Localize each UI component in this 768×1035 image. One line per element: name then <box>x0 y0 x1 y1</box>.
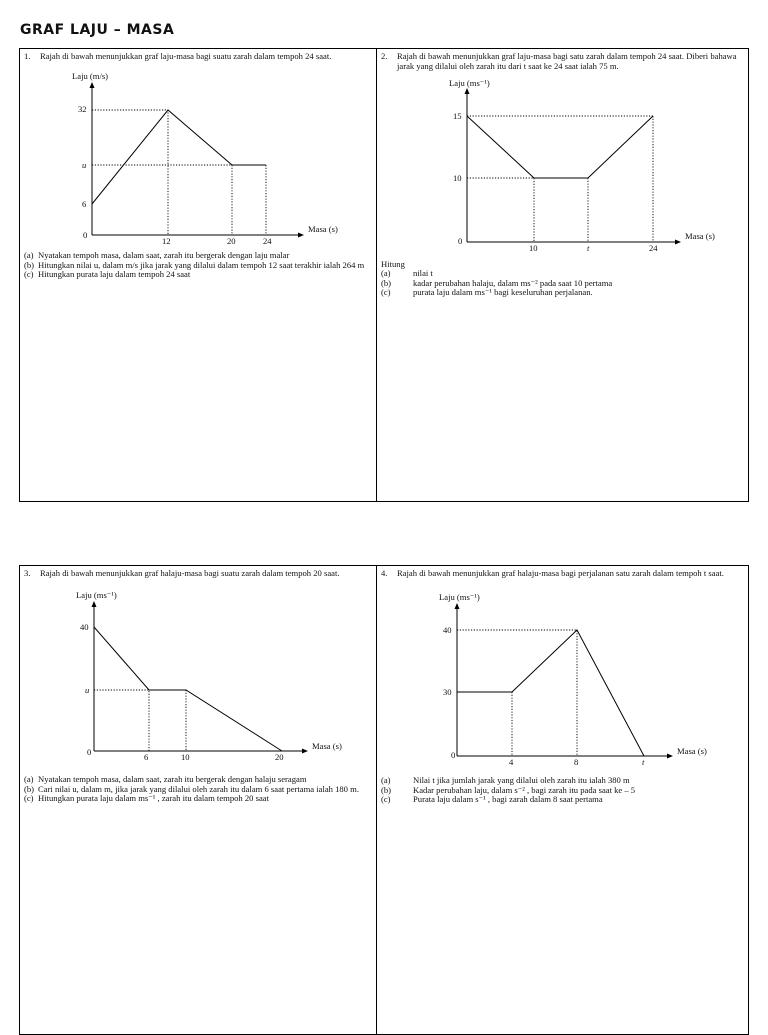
q4-y-tick-40: 40 <box>443 625 452 635</box>
q2-y-axis-label: Laju (ms⁻¹) <box>449 78 490 88</box>
question-4-cell <box>376 565 749 1035</box>
q2-part-b: (b) kadar perubahan halaju, dalam ms⁻² pada saat 10 pertama <box>381 277 613 288</box>
q4-x-axis-label: Masa (s) <box>677 746 707 756</box>
question-4-statement: Rajah di bawah menunjukkan graf halaju-masa bagi perjalanan satu zarah dalam tempoh t saat. <box>397 568 724 578</box>
question-1-graph <box>20 49 378 259</box>
q4-y-tick-0: 0 <box>451 750 456 760</box>
question-3-cell <box>19 565 377 1035</box>
q3-y-axis-arrow <box>92 601 97 607</box>
q3-x-axis-label: Masa (s) <box>312 741 342 751</box>
question-2-number: 2. <box>381 51 388 61</box>
question-1-number: 1. <box>24 51 31 61</box>
q1-part-a: (a) Nyatakan tempoh masa, dalam saat, zarah itu bergerak dengan laju malar <box>24 250 290 260</box>
q4-part-b: (b) Kadar perubahan laju, dalam s⁻² , bagi zarah itu pada saat ke – 5 <box>381 784 636 795</box>
q2-x-tick-t: t <box>587 243 590 253</box>
q2-y-tick-10: 10 <box>453 173 462 183</box>
q2-part-c: (c) purata laju dalam ms⁻¹ bagi keseluruhan perjalanan. <box>381 287 593 297</box>
q4-x-tick-8: 8 <box>574 757 579 767</box>
q1-y-axis-label: Laju (m/s) <box>72 71 109 81</box>
q2-x-tick-24: 24 <box>649 243 658 253</box>
q2-x-axis-label: Masa (s) <box>685 231 715 241</box>
q3-part-a: (a) Nyatakan tempoh masa, dalam saat, zarah itu bergerak dengan halaju seragam <box>24 774 307 784</box>
q1-x-tick-20: 20 <box>227 236 236 246</box>
q4-x-axis-arrow <box>667 754 673 759</box>
q2-part-a: (a) nilai t <box>381 268 433 278</box>
q1-x-tick-12: 12 <box>162 236 171 246</box>
q4-x-tick-t: t <box>642 757 645 767</box>
q3-x-axis-arrow <box>302 749 308 754</box>
q2-guide-10 <box>467 178 534 242</box>
q2-y-tick-15: 15 <box>453 111 462 121</box>
question-2-statement: Rajah di bawah menunjukkan graf laju-masa bagi satu zarah dalam tempoh 24 saat. Diberi bahawa jarak yang dilalui oleh zarah itu dari t saat ke 24 saat ialah 75 m. <box>397 51 737 71</box>
q3-part-c: (c) Hitungkan purata laju dalam ms⁻¹ , zarah itu dalam tempoh 20 saat <box>24 793 269 803</box>
q2-y-tick-0: 0 <box>458 236 463 246</box>
q4-y-axis-arrow <box>455 603 460 609</box>
q1-guide-u <box>92 165 232 235</box>
q4-y-tick-30: 30 <box>443 687 452 697</box>
page-title: GRAF LAJU – MASA <box>20 22 175 38</box>
question-3-number: 3. <box>24 568 31 578</box>
question-2-cell <box>376 48 749 502</box>
q4-part-a: (a) Nilai t jika jumlah jarak yang dilalui oleh zarah itu ialah 380 m <box>381 775 630 785</box>
q1-curve <box>92 110 266 204</box>
question-3-statement: Rajah di bawah menunjukkan graf halaju-masa bagi suatu zarah dalam tempoh 20 saat. <box>40 568 340 578</box>
q3-part-b: (b) Cari nilai u, dalam m, jika jarak yang dilalui oleh zarah itu dalam 6 saat pertama ialah 180 m. <box>24 783 359 794</box>
q2-x-axis-arrow <box>675 240 681 245</box>
question-1-cell <box>19 48 377 502</box>
question-1-statement: Rajah di bawah menunjukkan graf laju-masa bagi suatu zarah dalam tempoh 24 saat. <box>40 51 332 61</box>
question-2-graph <box>377 49 750 264</box>
q1-y-tick-6: 6 <box>82 199 87 209</box>
q3-x-tick-10: 10 <box>181 752 190 762</box>
q3-y-tick-0: 0 <box>87 747 92 757</box>
q3-x-tick-6: 6 <box>144 752 149 762</box>
question-1-parts <box>24 251 370 280</box>
question-4-parts <box>381 776 742 805</box>
q1-guide-32 <box>92 110 168 235</box>
q3-curve <box>94 627 282 751</box>
q1-x-axis-arrow <box>298 233 304 238</box>
q1-x-axis-label: Masa (s) <box>308 224 338 234</box>
q1-part-b: (b) Hitungkan nilai u, dalam m/s jika jarak yang dilalui dalam tempoh 12 saat terakhir ialah 264 m <box>24 259 365 270</box>
q2-intro: Hitung <box>381 259 405 269</box>
q4-x-tick-4: 4 <box>509 757 514 767</box>
q1-y-tick-32: 32 <box>78 104 87 114</box>
question-3-graph <box>20 566 378 771</box>
question-3-parts <box>24 775 370 804</box>
question-4-number: 4. <box>381 568 388 578</box>
q1-y-tick-u: u <box>82 160 87 170</box>
q2-y-axis-arrow <box>465 88 470 94</box>
q3-y-tick-u: u <box>85 685 90 695</box>
q3-y-axis-label: Laju (ms⁻¹) <box>76 590 117 600</box>
question-2-parts <box>381 259 742 298</box>
q3-y-tick-40: 40 <box>80 622 89 632</box>
q2-curve <box>467 116 653 178</box>
q1-x-tick-24: 24 <box>263 236 272 246</box>
q1-y-axis-arrow <box>90 82 95 88</box>
q4-guide-40 <box>457 630 577 756</box>
q4-part-c: (c) Purata laju dalam s⁻¹ , bagi zarah dalam 8 saat pertama <box>381 794 603 804</box>
q3-x-tick-20: 20 <box>275 752 284 762</box>
q3-guide-u <box>94 690 149 751</box>
q4-curve <box>457 630 644 756</box>
q1-part-c: (c) Hitungkan purata laju dalam tempoh 24 saat <box>24 269 191 279</box>
q1-y-tick-0: 0 <box>83 230 88 240</box>
q4-y-axis-label: Laju (ms⁻¹) <box>439 592 480 602</box>
question-4-graph <box>377 566 750 771</box>
q2-x-tick-10: 10 <box>529 243 538 253</box>
